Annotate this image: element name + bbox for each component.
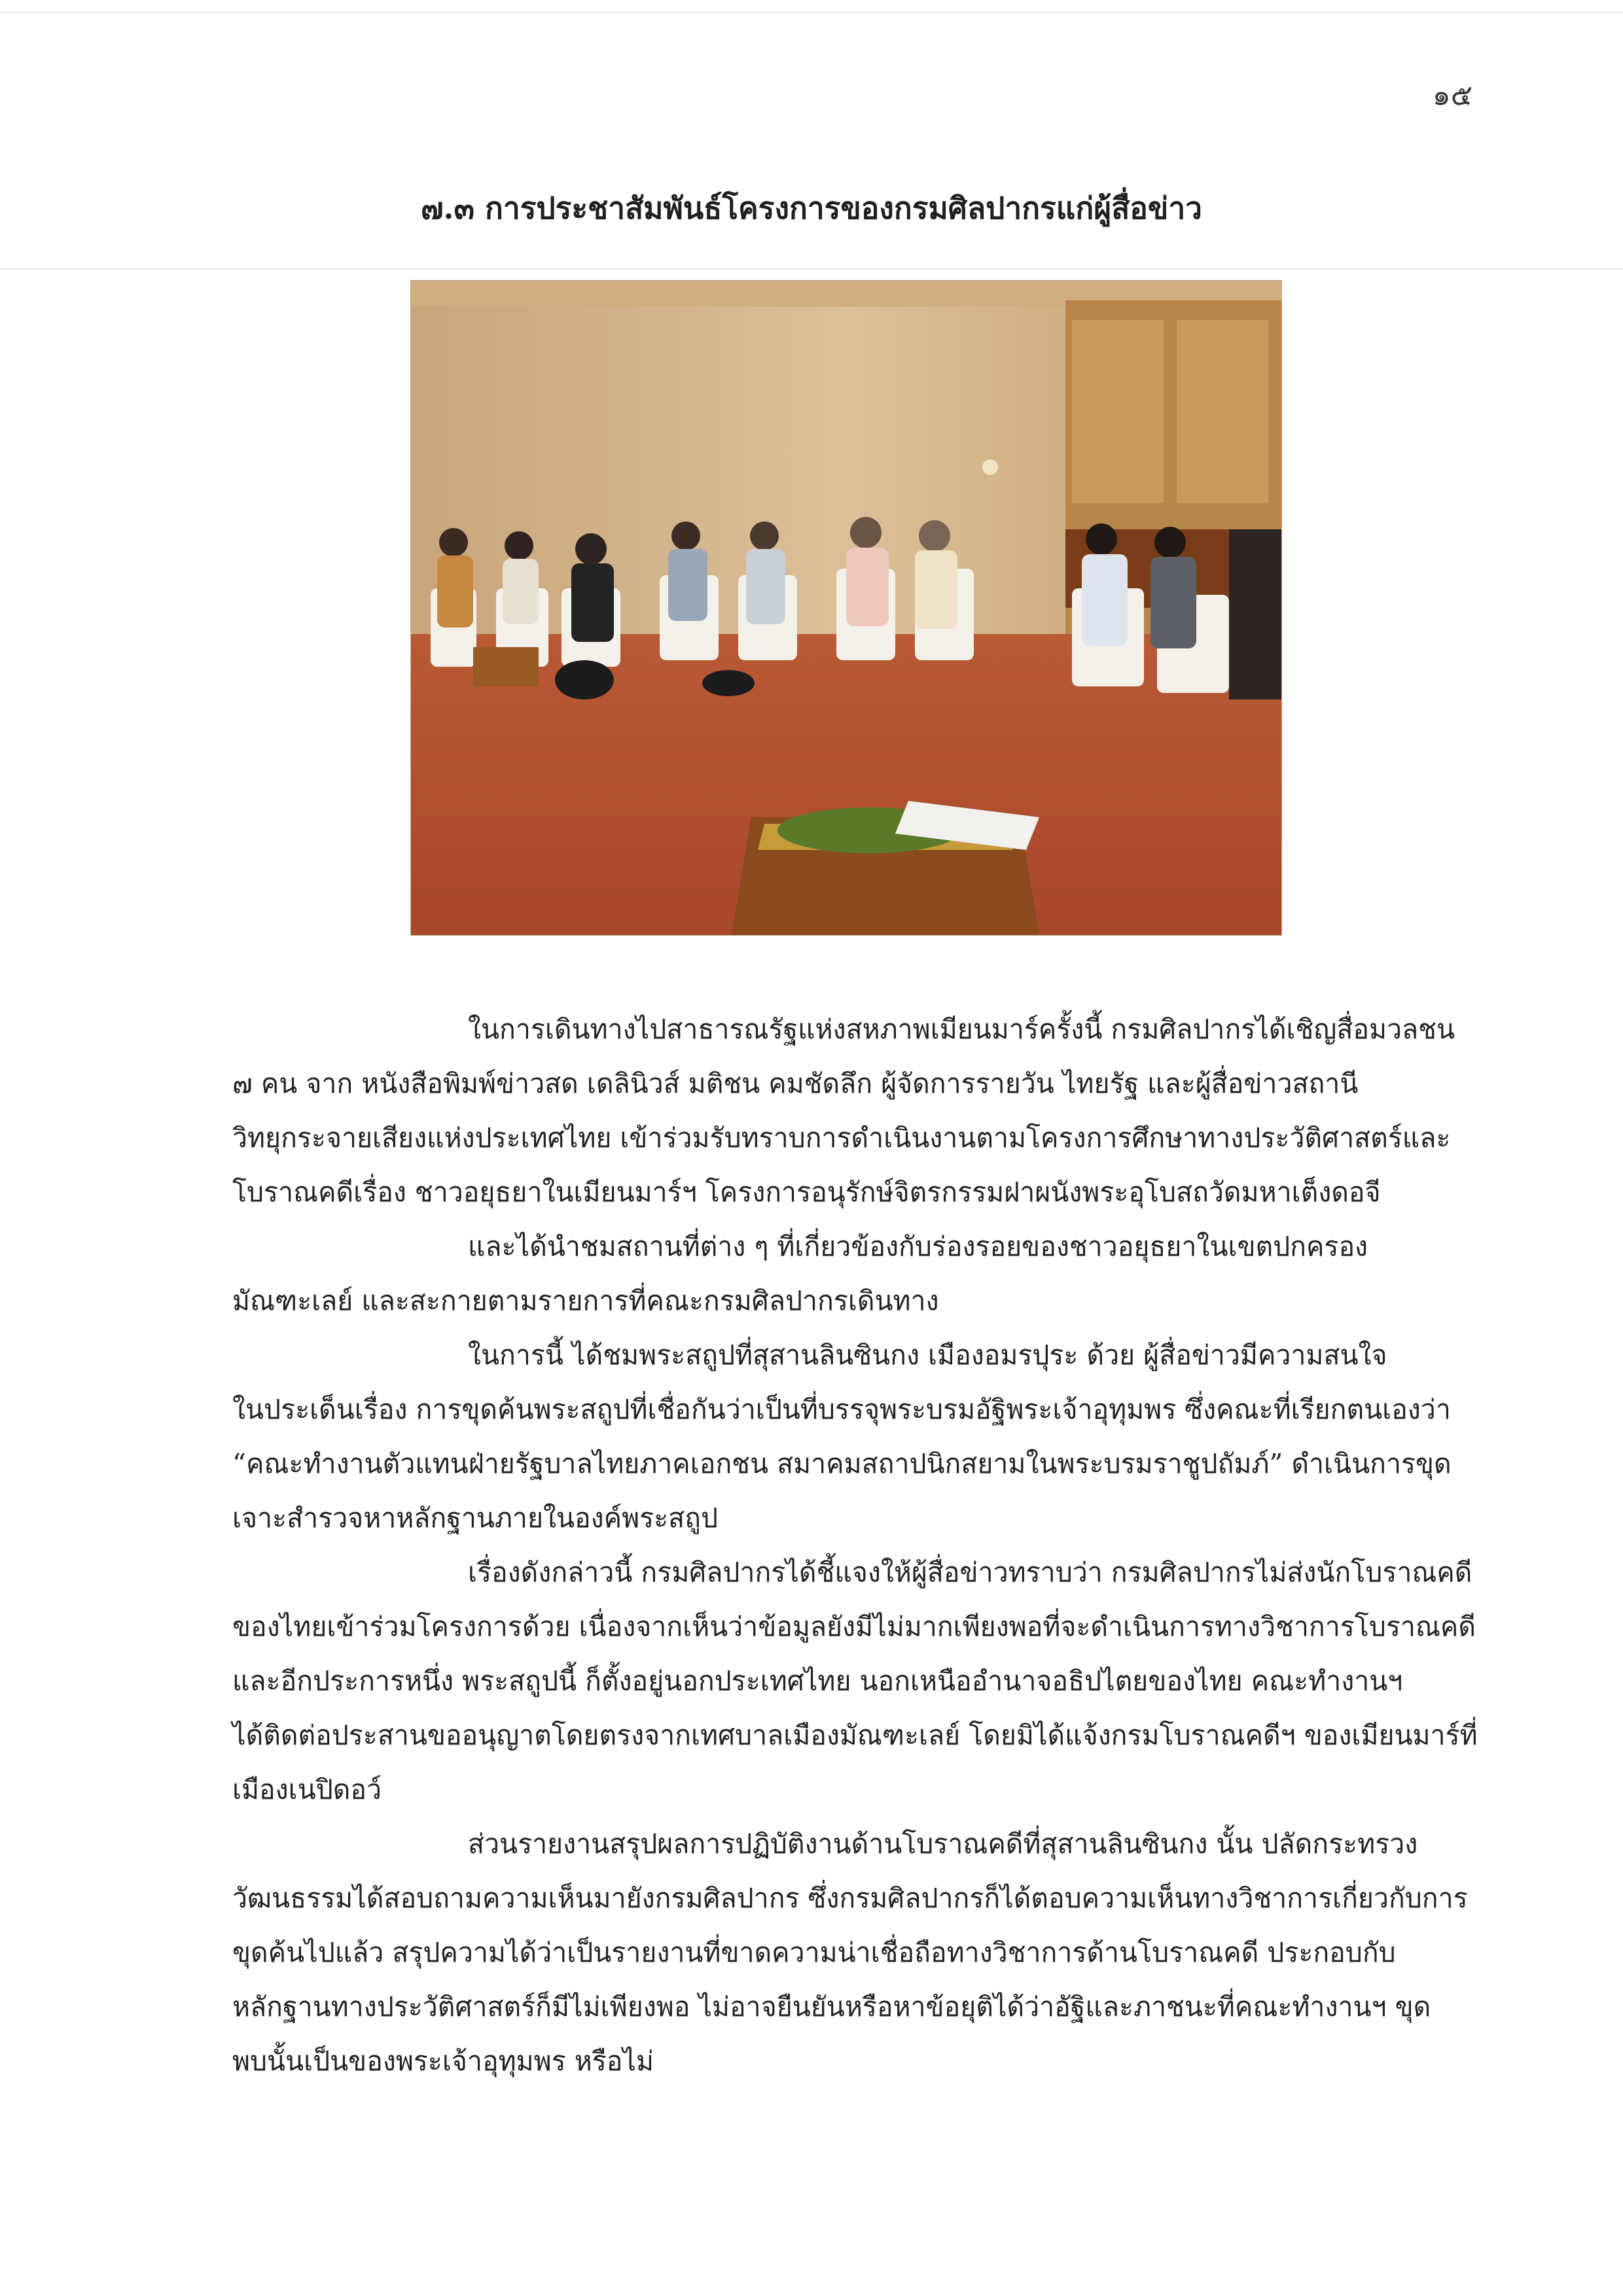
text-line: “คณะทำงานตัวแทนฝ่ายรัฐบาลไทยภาคเอกชน สมาคมสถาปนิกสยามในพระบรมราชูปถัมภ์” ดำเนินการขุด [232, 1448, 1452, 1479]
text-line: ของไทยเข้าร่วมโครงการด้วย เนื่องจากเห็นว่าข้อมูลยังมีไม่มากเพียงพอที่จะดำเนินการทางวิชาการโบราณคดี [232, 1611, 1476, 1642]
text-line: เจาะสำรวจหาหลักฐานภายในองค์พระสถูป [232, 1502, 719, 1534]
wood-panel-inset [1177, 320, 1268, 503]
paragraph-3 [232, 1545, 1478, 1817]
text-line: และอีกประการหนึ่ง พระสถูปนี้ ก็ตั้งอยู่นอกประเทศไทย นอกเหนืออำนาจอธิปไตยของไทย คณะทำงานฯ [232, 1665, 1403, 1697]
section-heading: ๗.๓ การประชาสัมพันธ์โครงการของกรมศิลปากรแก่ผู้สื่อข่าว [420, 190, 1203, 226]
bag [555, 660, 614, 699]
text-line: เมืองเนปิดอว์ [232, 1774, 382, 1805]
meeting-photo-illustration [411, 281, 1281, 935]
scan-artifact-line [0, 12, 1623, 13]
text-line: ได้ติดต่อประสานขออนุญาตโดยตรงจากเทศบาลเมืองมัณฑะเลย์ โดยมิได้แจ้งกรมโบราณคดีฯ ของเมียนมาร์ที่ [232, 1720, 1478, 1751]
paragraph-4 [232, 1817, 1468, 2089]
text-line: ส่วนรายงานสรุปผลการปฏิบัติงานด้านโบราณคดีที่สุสานลินซินกง นั้น ปลัดกระทรวง [468, 1828, 1418, 1860]
text-line: และได้นำชมสถานที่ต่าง ๆ ที่เกี่ยวข้องกับร่องรอยของชาวอยุธยาในเขตปกครอง [468, 1231, 1368, 1262]
meeting-photo [410, 280, 1282, 936]
body-text [232, 1002, 1478, 2089]
text-line: วิทยุกระจายเสียงแห่งประเทศไทย เข้าร่วมรับทราบการดำเนินงานตามโครงการศึกษาทางประวัติศาสตร์และ [232, 1122, 1451, 1154]
text-line: หลักฐานทางประวัติศาสตร์ก็มีไม่เพียงพอ ไม่อาจยืนยันหรือหาข้อยุติได้ว่าอัฐิและภาชนะที่คณะทำงานฯ ขุด [232, 1991, 1431, 2022]
text-line: พบนั้นเป็นของพระเจ้าอุทุมพร หรือไม่ [232, 2045, 654, 2077]
text-line: ในการนี้ ได้ชมพระสถูปที่สุสานลินซินกง เมืองอมรปุระ ด้วย ผู้สื่อข่าวมีความสนใจ [468, 1339, 1387, 1371]
bag [702, 670, 755, 696]
text-line: โบราณคดีเรื่อง ชาวอยุธยาในเมียนมาร์ฯ โครงการอนุรักษ์จิตรกรรมฝาผนังพระอุโบสถวัดมหาเต็งดอจี [232, 1176, 1381, 1208]
text-line: ๗ คน จาก หนังสือพิมพ์ข่าวสด เดลินิวส์ มติชน คมชัดลึก ผู้จัดการรายวัน ไทยรัฐ และผู้สื่อข่าวสถานี [232, 1068, 1359, 1099]
paragraph-1 [232, 1002, 1455, 1328]
page-number: ๑๕ [1432, 79, 1472, 112]
text-line: มัณฑะเลย์ และสะกายตามรายการที่คณะกรมศิลปากรเดินทาง [232, 1285, 939, 1316]
text-line: ขุดค้นไปแล้ว สรุปความได้ว่าเป็นรายงานที่ขาดความน่าเชื่อถือทางวิชาการด้านโบราณคดี ประกอบกับ [232, 1937, 1396, 1968]
wood-panel-inset [1072, 320, 1164, 503]
text-line: ในประเด็นเรื่อง การขุดค้นพระสถูปที่เชื่อกันว่าเป็นที่บรรจุพระบรมอัฐิพระเจ้าอุทุมพร ซึ่งคณะที่เรียกตนเองว่า [232, 1394, 1451, 1425]
scan-artifact-line [0, 268, 1623, 270]
paragraph-2 [232, 1328, 1450, 1545]
wall-lamp [982, 459, 998, 475]
text-line: เรื่องดังกล่าวนี้ กรมศิลปากรได้ชี้แจงให้ผู้สื่อข่าวทราบว่า กรมศิลปากรไม่ส่งนักโบราณคดี [468, 1557, 1472, 1588]
text-line: ในการเดินทางไปสาธารณรัฐแห่งสหภาพเมียนมาร์ครั้งนี้ กรมศิลปากรได้เชิญสื่อมวลชน [468, 1014, 1455, 1045]
text-line: วัฒนธรรมได้สอบถามความเห็นมายังกรมศิลปากร ซึ่งกรมศิลปากรก็ได้ตอบความเห็นทางวิชาการเกี่ยวกับการ [232, 1882, 1468, 1914]
side-table [473, 647, 539, 686]
